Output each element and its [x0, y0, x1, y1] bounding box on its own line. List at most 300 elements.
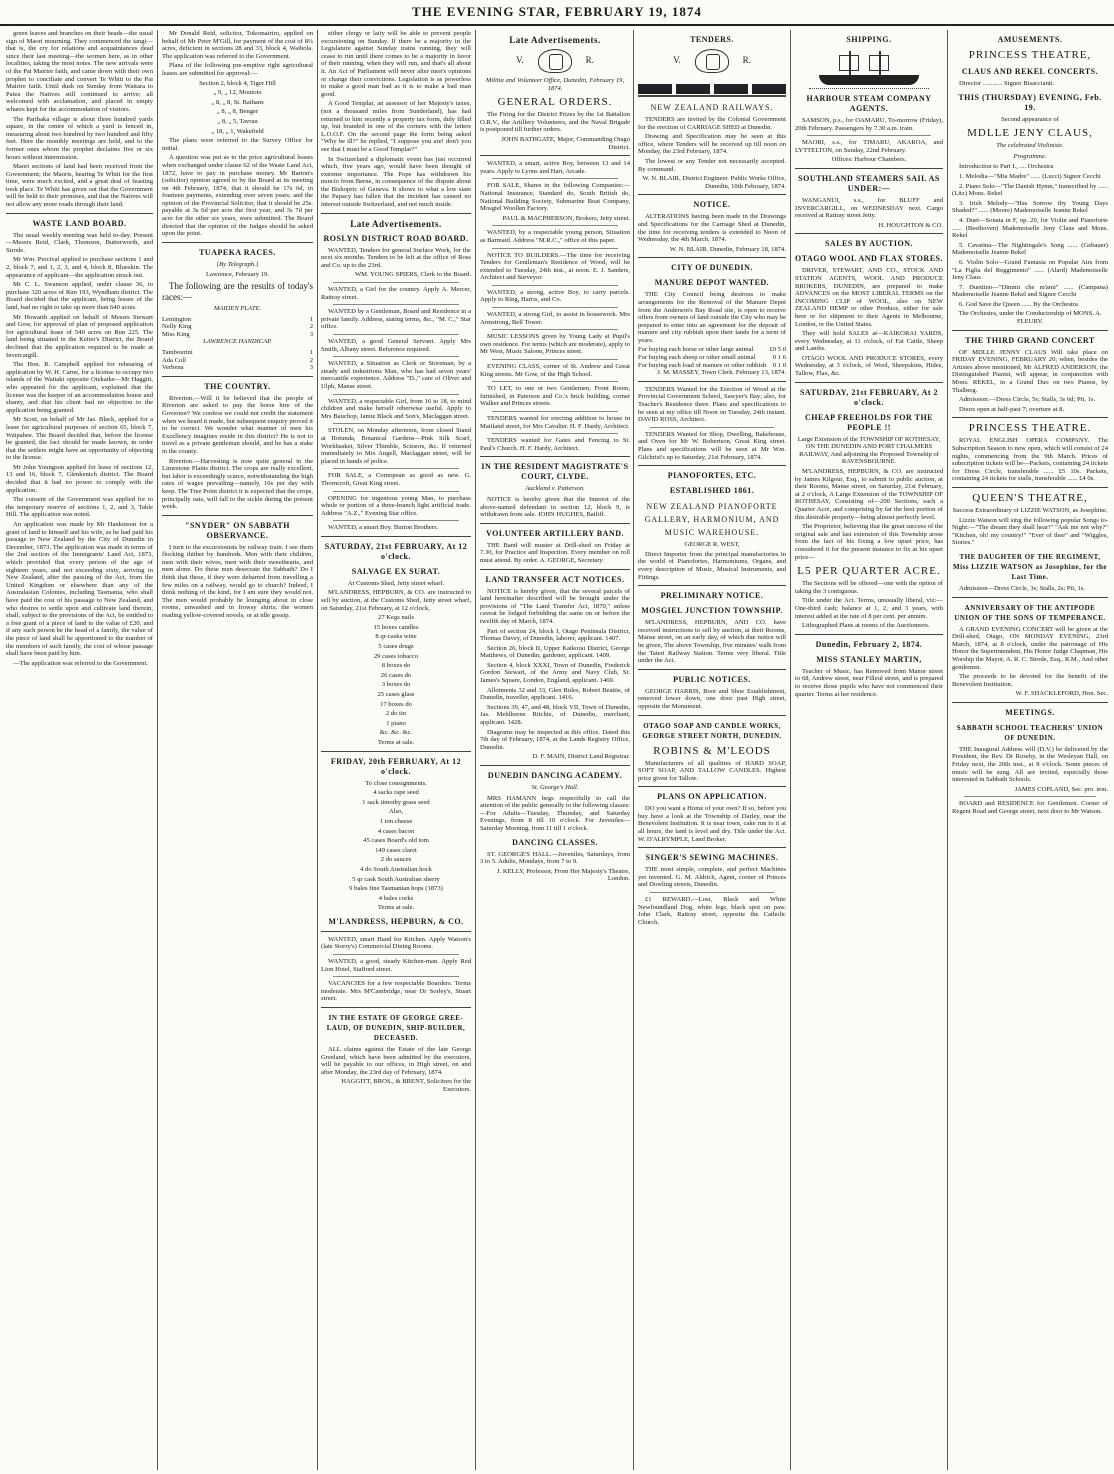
section-heading: IN THE ESTATE OF GEORGE GREE-LAUD, OF DUNEDIN, SHIP-BUILDER, DECEASED. [326, 1014, 466, 1043]
paragraph: To close consignments. [365, 779, 427, 787]
section-heading: IN THE RESIDENT MAGISTRATE'S COURT, CLYDE. [481, 462, 629, 482]
section-heading: SOUTHLAND STEAMERS SAIL AS UNDER:— [798, 173, 940, 193]
divider [650, 427, 774, 428]
horse-name: Miss King [162, 330, 190, 338]
signature: J. M. MASSEY, Town Clerk. February 13, 1874. [657, 369, 786, 377]
table-row [162, 349, 313, 357]
divider [650, 892, 774, 893]
table-row [162, 357, 313, 365]
list-item: 3. Irish Melody—"Has Sorrow thy Young Days Shaded?" ...... (Moore) Mademoiselle Jeanne Rekel [952, 199, 1108, 215]
dateline: Lawrence, February 19. [206, 271, 269, 279]
section-heading: M'LANDRESS, HEPBURN, & CO. [328, 916, 464, 926]
list-item: 29 cases tobacco [373, 652, 419, 660]
paragraph: ST. GEORGE'S HALL.—Juveniles, Saturdays, from 3 to 5. Adults, Mondays, from 7 to 9. [480, 850, 630, 866]
paragraph: MRS HAMANN begs respectfully to call the attention of the public generally to the following classes:—For Adults—Tuesday, Thursday, and Saturday Evenings, from 8 till 10 o'clock. For Juveniles—Saturday Morning, from 11 till 1 o'clock. [480, 794, 630, 832]
paragraph: The Firing for the District Prizes by the 1st Battalion O.R.V., the Artillery Volunteers, and the Naval Brigade is postponed till further orders. [480, 111, 630, 134]
section-heading: CHEAP FREEHOLDS FOR THE PEOPLE !! [804, 412, 934, 432]
advertisement: WANTED, a good General Servant. Apply Mrs Smith, Albany street. Reference required. [321, 338, 471, 353]
table-row [162, 331, 313, 339]
list-item: „ 8, „ 5, Tavrau [217, 117, 258, 125]
section-heading: Dunedin, February 2, 1874. [815, 639, 923, 649]
subheading: [By Telegraph.] [216, 260, 259, 268]
section-heading: MEETINGS. [1005, 707, 1055, 717]
horse-name: Ada Coll [162, 356, 186, 364]
paragraph: The lowest or any Tender not necessarily accepted. By command. [638, 157, 786, 173]
list-item: 17 boxes do [380, 700, 412, 708]
paragraph: They will hold SALES at—KAIKORAI YARDS, every Wednesday, at 11 o'clock, of Fat Cattle, Sheep and Lambs. [795, 330, 943, 353]
paragraph: An application was made by Mr Hankinson for a grant of land to himself and his wife, as he had paid his passage to New Zealand by the City of Dunedin in December, 1873. The application was made in terms of the 2nd section of the Immigrants' Land Act, 1873, which provided that every person of the age of eighteen years, and not exceeding sixty, arriving in New Zealand, after the passing of the Act, from the United Kingdom or elsewhere than any of the Australasian Colonies, including Tasmania, who shall have paid the cost of his passage to New Zealand, and who desires to settle upon and cultivate land therein, shall, subject to the provisions of the Act, be entitled to a free grant of a piece of land to the value of £20; and if any such person be the head of a family, the value of the piece of land shall be apportioned to the number of the members of such family, the cost of whose passage shall have been paid by him. [6, 521, 153, 658]
list-item: „ 8, „ 8, Benger [216, 108, 259, 116]
section-heading: MOSGIEL JUNCTION TOWNSHIP. [641, 606, 783, 616]
railway-train-icon [638, 77, 786, 97]
subheading: The celebrated Violiniste. [996, 142, 1064, 150]
section-heading: CITY OF DUNEDIN. [671, 263, 753, 273]
paragraph: Drawing and Specification may be seen at this office, where Tenders will be received up till noon on Monday, the 23rd February, 1874. [638, 133, 786, 156]
divider [492, 381, 618, 382]
section-heading: THE DAUGHTER OF THE REGIMENT, Miss LIZZIE WATSON as Josephine, for the Last Time. [953, 552, 1107, 581]
paragraph: —The application was referred to the Government. [13, 659, 148, 667]
paragraph: Sections 39, 47, and 48, block VII, Town of Dunedin, Jas. Mehlhorne Ritchie, of Dunedin, merchant, applicant. 1428. [480, 703, 630, 727]
divider [333, 468, 459, 469]
paragraph: M'LANDRESS, HEPBURN, & CO. are instructed to sell by auction, at the Customs Shed, Jetty street wharf, on Saturday, 21st February, at 12 o'clock, [321, 589, 471, 612]
divider [492, 285, 618, 286]
paragraph: ALL claims against the Estate of the late George Greeland, which have been admitted by the executors, will be payable to our offices, in High street, on and after Monday, the 23rd day of February, 1874. [321, 1046, 471, 1076]
signature: JAMES COPLAND, Sec. pro. tem. [1014, 785, 1108, 793]
paragraph: Terms at sale. [377, 904, 415, 912]
placing: 1 [309, 349, 313, 356]
divider [321, 931, 471, 932]
divider [492, 248, 618, 249]
divider [480, 456, 630, 457]
column-4 [480, 30, 630, 1470]
paragraph: The following are the results of today's races:— [162, 281, 313, 303]
divider [492, 225, 618, 226]
placing: 2 [309, 323, 313, 331]
notice-title: ROBINS & M'LEODS [653, 744, 771, 757]
column-7 [952, 30, 1108, 1470]
advertisement: TENDERS wanted for erecting addition to house in Maitland street, for Mrs Cavalier. H. F. Hardy, Architect. [480, 415, 630, 430]
section-heading: LAND TRANSFER ACT NOTICES. [485, 574, 625, 584]
signature: JOHN BATHGATE, Major, Commanding Otago District. [501, 135, 630, 151]
paragraph: Section 4, block XXXI, Town of Dunedin, Frederick Gordon Stewart, of the Army and Navy Club, St. James's Square, London, England, applicant. 1469. [480, 661, 630, 685]
section-heading: Late Advertisements. [350, 218, 442, 229]
advertisement: WANTED, a strong, active Boy, to carry parcels. Apply to Ring, Harris, and Co. [480, 288, 630, 304]
divider [795, 168, 943, 169]
divider [492, 359, 618, 360]
paragraph: Mr Donald Reid, solicitor, Tokomairiro, applied on behalf of Mr Peter M'Gill, for payment of the cost of 8¼ acres, deficient in sections 28 and 33, block 4, Waihola. The application was referred to the Government. [162, 30, 313, 60]
advertisement: BOARD and RESIDENCE for Gentlemen. Corner of Regent Road and George street, next door to Mr Watson. [952, 800, 1108, 816]
divider [952, 417, 1108, 418]
divider [807, 135, 931, 136]
paragraph: OTAGO WOOL AND PRODUCE STORES, every Wednesday, at 3 o'clock, of Wool, Sheepskins, Hides, Tallow, Flax, &c. [795, 354, 943, 378]
advertisement: FOR SALE, a Cornopean as good as new. G. Thorncroft, Great King street. [321, 472, 471, 487]
subheading: St. George's Hall. [531, 784, 579, 791]
paragraph: Manufacturers of all qualities of HARD SOAP, SOFT SOAP, AND TALLOW CANDLES. Highest price given for Tallow. [638, 759, 786, 782]
paragraph: MAORI, s.s., for TIMARU, AKAROA, and LYTTELTON, on Sunday, 22nd February. [795, 139, 943, 154]
paragraph: THE Inaugural Address will (D.V.) be delivered by the President, the Rev. Dr Roseby, in the Wesleyan Hall, on Friday next, the 20th inst., at 8 o'clock. Some pieces of music will be sung. All are invited, especially those interested in Sabbath Schools. [952, 745, 1108, 784]
fee-amount: 0 1 0 [772, 361, 786, 369]
paragraph: Direct Importer from the principal manufactories in the world of Pianofortes, Harmoniums, Organs, and every description of Music, Musical Instruments, and Fittings. [638, 550, 786, 581]
signature: W. N. BLAIR, District Engineer. Public Works Office, Dunedin, 10th February, 1874. [642, 175, 786, 190]
divider [333, 954, 459, 955]
advertisement: MUSIC LESSONS given by Young Lady at Pupil's own residence. For terms (which are moderate), apply to Mr West, Music Saloon, Princes street. [480, 333, 630, 356]
paragraph: Lithographed Plans at rooms of the Auctioneers. [802, 622, 930, 630]
divider [952, 597, 1108, 598]
table-row [162, 323, 313, 331]
paragraph: Success Extraordinary of LIZZIE WATSON, as Josephine. [952, 506, 1108, 514]
advertisement: NOTICE TO BUILDERS.—The time for receiving Tenders for Gentleman's Residence of Wood, will be extended to Tuesday, 24th inst., at noon. E. J. Sanders, Architect and Surveyor. [480, 251, 630, 282]
divider [638, 381, 786, 382]
paragraph: The Parihaka village is about three hundred yards square, in the centre of which a yard is fenced in, measuring about two hundred by two hundred and fifty feet. Here the monthly meetings are held, and to the former ones whom the prophet declaims five or six hours without intermission. [6, 115, 153, 161]
advertisement: VACANCIES for a few respectable Boarders. Terms moderate. Mrs M'Cambridge, near Dr Sorley's, Stuart street. [321, 980, 471, 1003]
divider [638, 465, 786, 466]
divider [333, 394, 459, 395]
section-heading: SATURDAY, 21st FEBRUARY, At 12 o'clock. [324, 541, 468, 561]
paragraph: Maori sections of land had been received from the Government; the Maoris, hearing Te Whiti for the first time, were much excited, and a great deal of feasting took place. Te Whiti has given out that the Government will be held to their promises, and that the Natives will not allow any more roads through their land. [6, 163, 153, 209]
paragraph: A GRAND EVENING CONCERT will be given at the Drill-shed, Otago, ON MONDAY EVENING, 23rd March, 1874, at 8 o'clock, under the patronage of His Honor the Superintendent, His Honor Judge Chapman, His Worship the Mayor, A. R. C. Strode, Esq., R.M., And other gentlemen. [952, 625, 1108, 671]
divider [6, 213, 153, 214]
section-heading: SALES BY AUCTION. [824, 239, 913, 249]
list-item: 3 boxes do [381, 681, 411, 689]
advertisement: STOLEN, on Monday afternoon, from closed Stand at Rotunda, Botanical Gardens—Pink Silk Scarf, Workbasket, Silver Thimble, Scissors, &c. If returned immediately to Mrs Angell, Maclaggan street, will be placed in hands of police. [321, 427, 471, 465]
divider [638, 669, 786, 670]
placing: 1 [309, 315, 313, 323]
list-item: 25 cases glass [377, 691, 415, 698]
divider [492, 329, 618, 330]
section-heading: HARBOUR STEAM COMPANY AGENTS. [806, 94, 932, 113]
list-item: 4 bales corks [378, 894, 414, 902]
paragraph: THE Band will muster at Drill-shed on Friday at 7.30, for Practice and Inspection. Every member on roll must attend. By order. A. GEORGE, Secretary. [480, 541, 630, 564]
list-item: 26 cases do [380, 671, 412, 679]
advertisement: WANTED, a Situation as Clerk or Storeman, by a steady and industrious Man, who has had seven years' mercantile experience. Address "D.," care of Oliver and Ulph, Manse street. [321, 360, 471, 390]
paragraph: Allotments 32 and 33, Glen Rules, Robert Beattie, of Dunedin, traveller, applicant. 1416. [480, 686, 630, 702]
advertisement: WANTED by a Gentleman, Board and Residence in a private family. Address, stating terms, &c., "M. C.," Star office. [321, 308, 471, 331]
column-3 [321, 30, 471, 1470]
advertisement: WANTED, by a respectable young person, Situation as Barmaid. Address "M.R.C.," office of this paper. [480, 229, 630, 244]
paragraph: Mr C. L. Swanson applied, under clause 36, to purchase 320 acres of Run 193, Wyndham district. The Board decided that the applicant, being lessee of the land, had no right to take up more than 640 acres. [6, 281, 153, 311]
list-item: 1 ton cheese [379, 817, 413, 825]
paragraph: OF MDLLE JENNY CLAUS Will take place on FRIDAY EVENING, FEBRUARY 20, when, besides the Artistes above mentioned, Mr ALFRED ANDERSON, the Distinguished Pianist, will appear, in conjunction with Mons. REKEL, in a Grand Duo on two Pianos, by Thalberg. [952, 348, 1108, 394]
signature: WM. YOUNG SPIERS, Clerk to the Board. [354, 271, 471, 279]
subheading: Programme. [1013, 152, 1047, 160]
column-rule [790, 30, 791, 1470]
paragraph: THE City Council being desirous to make arrangements for the Removal of the Manure Depot from the Anderson's Bay Road site, is open to receive offers from owners of land outside the City who may be prepared to enter into an agreement for the deposit of manure and city rubbish upon their lands for a term of years. [638, 291, 786, 344]
paragraph: A question was put as to the price agricultural leases when exchanged under clause 62 of the Waste Land Act, 1872, have to pay in purchase money. Mr Barton's (solicitor) opinion agreed to by the Board at its meeting on 4th February, 1874, that it should be 17s 6d, in fourteen payments, extending over seven years; and the opinion of the Provincial Solicitor, that it should be 25s. payable at 3s 6d per acre the first year, and 3s 7d per acre for the other six years, were submitted. The Board directed that the opinion of the Judges should be asked upon the point. [162, 154, 313, 238]
notice-title: NEW ZEALAND RAILWAYS. [650, 103, 774, 112]
list-item: 1. Melodia—"Mia Madre" ...... (Lucci) Signor Cecchi [959, 172, 1101, 180]
advertisement: WANTED, a Girl for the country. Apply A. Mercer, Rattray street. [321, 286, 471, 301]
list-item: 1 piano [386, 719, 406, 727]
fee-label: For buying each horse or other large animal [638, 346, 754, 354]
advertisement: WANTED, a strong Girl, to assist in housework. Mrs Armstrong, Bell Tower. [480, 311, 630, 326]
paragraph: Diagrams may be inspected at this office. Dated this 7th day of February, 1874, at the Lands Registry Office, Dunedin. [480, 728, 630, 751]
divider [638, 585, 786, 586]
advertisement: FOR SALE, Shares in the following Companies:—National Insurance, Standard do, South British do, National Building Society, Submarine Boat Company, Mosgiel Woollen Factory. [480, 182, 630, 213]
paragraph: DRIVER, STEWART, AND CO., STOCK AND STATION AGENTS, WOOL AND PRODUCE BROKERS, DUNEDIN, are prepared to make ADVANCES on the MOST LIBERAL TERMS on the INCOMING CLIP of WOOL, also on NEW ZEALAND HEMP or other Produce, either for sale here or for shipment to their Agents in Melbourne, London, or the United States. [795, 267, 943, 328]
divider [492, 411, 618, 412]
section-heading: TENDERS. [690, 35, 734, 44]
advertisement: WANTED, a smart Boy. Burton Brothers. [328, 524, 439, 532]
advertisement: WANTED, smart Hand for Kitchen. Apply Watson's (late Storry's) Commercial Dining Rooms. [321, 935, 471, 951]
advertisement: OPENING for ingenious young Man, to purchase whole or portion of a three-branch light artificial trade. Address "A.Z.," Evening Star office. [321, 494, 471, 517]
paragraph: At Customs Shed, Jetty street wharf. [347, 579, 445, 587]
advertisement: TENDERS Wanted for the Erection of Wood at the Provincial Government School, Sawyer's Bay; also, for Teacher's Residence there. Plans and specifications to be seen at my office till Noon on Tuesday, 24th instant. DAVID ROSS, Architect. [638, 385, 786, 424]
placing: 2 [309, 356, 313, 364]
paragraph: The Orchestra, under the Conductorship of MONS. A. FLEURY. [958, 310, 1102, 326]
list-item: 2 do tin [385, 710, 407, 718]
paragraph: Teacher of Music, has Removed from Manor street to 68, Andrew street, near Filleul street, and is prepared to receive those pupils who have not commenced their quarter. Terms at her residence. [795, 667, 943, 698]
signature: J. KELLY, Professor, From Her Majesty's Theatre, London. [497, 867, 630, 883]
table-row [162, 364, 313, 372]
column-6 [795, 30, 943, 1470]
divider [333, 356, 459, 357]
notice-title: PRINCESS THEATRE. [968, 422, 1092, 435]
paragraph: The Sections will be offered—one with the option of taking the 3 contiguous. [795, 580, 943, 595]
list-item: 8 boxes do [381, 662, 411, 670]
divider [333, 520, 459, 521]
paragraph: Director ............ Signor Bisaccianti. [959, 80, 1055, 87]
paragraph: THE most simple, complete, and perfect Machines yet invented. G. M. Aldrich, Agent, corner of Princes and Dowling streets, Dunedin. [638, 866, 786, 889]
crown-crest-icon [695, 49, 729, 73]
divider [480, 569, 630, 570]
advertisement: £1 REWARD.—Lost, Black and White Newfoundland Dog, white legs, black spot on paw. John Clark, Rattray street, opposite the Catholic Church. [638, 896, 786, 926]
notice-title: PRINCESS THEATRE, [968, 49, 1092, 61]
list-item: 27 Kegs nails [378, 614, 414, 622]
paragraph: WANGANUI, s.s., for BLUFF and INVERCARGILL, on WEDNESDAY next. Cargo received at Rattray street Jetty. [795, 196, 943, 220]
list-item: 45 cases Board's old tom [363, 837, 429, 845]
table-row [162, 316, 313, 324]
section-heading: "SNYDER" ON SABBATH OBSERVANCE. [185, 520, 290, 540]
fee-label: For buying each sheep or other small animal [638, 354, 756, 362]
paragraph: In Switzerland a diplomatic event has just occurred which, five years ago, would have been thought of extreme importance. The Pope has withdrawn his nuncio from Berne, in consequence of the dispute about the Bishopric of Geneva. It shows to what a low state the Papacy has fallen that the incident has caused no interest outside Switzerland, and not much inside. [321, 155, 471, 209]
signature: PAUL & MACPHERSON, Brokers, Jetty street. [502, 214, 630, 222]
paragraph: The consent of the Government was applied for to the temporary reserve of sections 1, 2, and 3, Table Hill. The application was noted. [6, 496, 153, 519]
paragraph: Mr Howarth applied on behalf of Messrs Stewart and Gow, for approval of plan of proposed application for agricultural lease of 540 acres on Run 225. The land being situated in the Keiter's District, the Board declined that the application required to be made at Invercargill. [6, 313, 153, 359]
advertisement: WANTED, a smart, active Boy, between 13 and 14 years. Apply to Lyons and Hart, Arcade. [480, 160, 630, 175]
paragraph: Mr Scott, on behalf of Mr Jas. Black, applied for a lease for agricultural purposes of section 65, block 7, Waipahee. The Board decided that, before the license be granted, the fact should be made known, in order that the settlers might have an opportunity of objecting to the license. [6, 416, 153, 462]
list-item: 2. Piano Solo—"The Danish Hymn," transcribed by ...... (Litz) Mons. Rekel [952, 182, 1108, 198]
subheading: Militia and Volunteer Office, Dunedin, February 19, 1874. [485, 77, 625, 92]
column-rule [947, 30, 948, 1470]
section-heading: THE THIRD GRAND CONCERT [965, 335, 1095, 345]
divider [795, 634, 943, 635]
list-item: 4 cases bacon [377, 827, 415, 835]
advertisement: EVENING CLASS, corner of St. Andrew and Great King streets. Mr Gow, of the High School. [480, 363, 630, 378]
section-heading: TUAPEKA RACES. [199, 247, 276, 257]
divider [333, 491, 459, 492]
paragraph: Title under the Act. Terms, unusually liberal, viz:—One-third cash; balance at 1, 2, and 3 years, with interest added at the rate of 8 per cent. per annum. [795, 597, 943, 620]
paragraph: 6. God Save the Queen ...... By the Orchestra [959, 300, 1078, 308]
notice-title: GENERAL ORDERS. [497, 96, 613, 109]
divider [492, 178, 618, 179]
section-heading: THE COUNTRY. [204, 381, 271, 391]
advertisement: WANTED, a respectable Girl, from 16 to 18, to mind children and make herself otherwise useful. Apply to Mrs Bauchop, Jamie Black and Son's, Maclaggan street. [321, 397, 471, 420]
paragraph: green leaves and branches on their heads—the usual sign of Maori mourning. They commenced the tangi—that is, the cry for relations and acquaintances dead since their last meeting—the women here, as in other localities, taking the most notes. The new arrivals were of the Pai Mairire faith, and came down with their own prophet to conciliate and convert Te Whiti to the Pai Mairire faith. Until dusk on Sunday from Waitara to Patea the Natives still continued to arrive; all welcomed with acclamation, and placed in empty whares kept for the accommodation of visitors. [6, 30, 153, 113]
paragraph: ROYAL ENGLISH OPERA COMPANY. The Subscription Season to now open, which will consist of 24 nights, commencing from the 9th March. Prices of subscription tickets will be—Packets, containing 24 tickets for Dress Circle, transferable ...... £5 10s. Packets, containing 24 tickets for stalls, transferable ...... £4 0s. [952, 437, 1108, 483]
section-heading: PUBLIC NOTICES. [673, 674, 751, 684]
crown-crest-icon [538, 49, 572, 73]
list-item: 4. Duet—Sonata in F, op. 20, for Violin and Pianoforte ...... (Beethoven) Mademoiselle Jeny Claus and Mons. Rekel [952, 216, 1108, 240]
subheading: MAIDEN PLATE. [213, 305, 262, 313]
section-heading: MANURE DEPOT WANTED. [654, 278, 770, 288]
crest-letter-v: V. [516, 55, 524, 66]
paragraph: ALTERATIONS having been made in the Drawings and Specifications for the Carriage Shed at Dunedin, the time for receiving tenders is extended to Noon of Wednesday, the 4th March, 1874. [638, 213, 786, 244]
notice-title: NEW ZEALAND PIANOFORTE GALLERY, HARMONIUM, AND MUSIC WAREHOUSE. [644, 502, 780, 538]
signature: Offices: Harbour Chambers. [831, 156, 907, 164]
divider [952, 330, 1108, 331]
divider [638, 257, 786, 258]
table-row [638, 346, 786, 354]
paragraph: DO you want a Home of your own? If so, before you buy have a look at the Township of Darley, near the Benevolent Institution. It is near town, cake run to it at all hours, the land is level and dry. Title under the Act. W. D'ALRYMPLE, Land Broker. [638, 805, 786, 843]
section-heading: PRELIMINARY NOTICE. [660, 591, 764, 601]
divider [795, 233, 943, 234]
list-item: 9 bales fine Tasmanian hops (1873) [349, 885, 443, 893]
paragraph: Lizzie Watson will sing the following popular Songs to-Night:—"The dream they shall hear!" "Ask me not why?" "Kitchen, oh! my country!" "Ever of thee" and "Wiggles, Stories." [952, 516, 1108, 547]
paragraph: The plans were referred to the Survey Office for initial. [162, 137, 313, 152]
column-rule [475, 30, 476, 1470]
list-item: 1 sack timothy grass seed [362, 798, 430, 806]
divider [480, 765, 630, 766]
divider [333, 282, 459, 283]
column-rule [317, 30, 318, 1470]
royal-crest [480, 49, 630, 73]
table-row [638, 354, 786, 362]
divider [333, 423, 459, 424]
horse-name: Verbena [162, 364, 184, 372]
notice-title: L5 PER QUARTER ACRE. [797, 565, 941, 578]
signature: H. HOUGHTON & CO. [878, 221, 943, 229]
list-item: 15 boxes candles [373, 623, 419, 631]
paragraph: Admission—Dress Circle, 3s; Stalls, 2s; Pit, 1s. [959, 584, 1086, 592]
section-heading: AMUSEMENTS. [997, 35, 1063, 44]
paragraph: either clergy or laity will be able to prevent people excursioning on Sunday. If there be a majority in the Legislature against Sunday trains running, they will cease to run until there comes to be a majority in favor of their running, when they will run, and that's all about it. An Act of Parliament will never alter men's opinions or change their convictions. Legislation is as powerless to make a good man bad as it is to make a bad man good. [321, 30, 471, 98]
signature: W. F. SHACKLEFORD, Hon. Sec. [1015, 690, 1108, 698]
signature: W. N. BLAIR. Dunedin, February 18, 1874. [669, 245, 786, 253]
divider [638, 786, 786, 787]
paragraph: Admission:—Dress Circle, 5s; Stalls, 3s 6d; Pit, 1s. [959, 396, 1096, 404]
subheading: Auckland v. Patterson. [525, 485, 585, 493]
paragraph: Mr Wm. Percival applied to purchase sections 1 and 2, block 7, and 1, 2, 3, and 4, block 8, Blueskin. The appearance of applicant—the application struck out. [6, 256, 153, 279]
divider [638, 715, 786, 716]
paragraph: Terms at sale. [377, 738, 415, 746]
paragraph: I turn to the excursionists by railway train. I see them flocking thither by hundreds. Men with their children, men with their wives, men with their sweethearts, and men alone. Do these men desecrate the Sabbath? Do I think that these, if they were debarred from travelling a few miles on a railway, would go to church? Indeed, I think nothing of the kind, for I am sure they would not. The men would probably be lounging about in close rooms, unwashed and in frowsy shirts; the women reading yellow-covered novels, or at idle gossip. [162, 543, 313, 620]
newspaper-title: THE EVENING STAR, FEBRUARY 19, 1874 [412, 4, 702, 19]
paragraph: Doors open at half-past 7; overture at 8. [959, 405, 1065, 413]
list-item: 5. Cavatina—The Nightingale's Song ...... (Gebauer) Mademoiselle Jeanne Rekel [952, 241, 1108, 257]
list-item: „ 8, „ 8, St. Bathans [211, 98, 264, 106]
divider [492, 307, 618, 308]
advertisement: TO LET, to one or two Gentlemen, Front Room, furnished, in Paterson and Co.'s brick building, corner Walker and Princes streets. [480, 385, 630, 408]
column-2 [162, 30, 313, 1470]
divider [480, 155, 630, 156]
divider [795, 382, 943, 383]
section-heading: OTAGO SOAP AND CANDLE WORKS, GEORGE STREET NORTH, DUNEDIN. [642, 721, 782, 740]
list-item: 2 do sauces [380, 856, 412, 864]
divider [162, 515, 313, 516]
fee-amount: £0 5 0 [769, 346, 786, 354]
divider [638, 194, 786, 195]
section-heading: MISS STANLEY MARTIN, [816, 654, 922, 664]
list-item: 5 qr cask South Australian sherry [352, 875, 440, 883]
paragraph: The Hon. R. Campbell applied for rehearing of application by W. H. Carne, for a license to occupy two islands of the Waitaki opposite Otekaike—Mr Haggitt, who appeared for the applicant, explained that the license was the keeper of an accommodation house and shanty, and that his client had no objection to the application being granted. [6, 361, 153, 414]
column-5 [638, 30, 786, 1470]
advertisement: WANTED, Tenders for general Surface Work, for the next six months. Tenders to be left at the office of Ross and Co. up to the 23rd. [321, 246, 471, 269]
column-1 [6, 30, 153, 1470]
list-item: 4 do South Australian hock [360, 865, 432, 873]
divider [492, 433, 618, 434]
section-heading: Late Advertisements. [509, 35, 601, 45]
section-heading: DUNEDIN DANCING ACADEMY. [487, 771, 623, 780]
placing: 3 [309, 364, 313, 372]
crest-letter-r: R. [742, 55, 751, 66]
paragraph: M'LANDRESS, HEPBURN, & CO. are instructed by James Kilgour, Esq., to submit to public auction, at their Rooms, Manse street, on Saturday, 21st February, at 2 o'clock, A Large Extension of the TOWNSHIP OF ROTHESAY, Consisting of—200 Sections, each a Quarter Acre, and comprising by far the best portion of this desirable property—being almost perfectly level. [795, 468, 943, 521]
sailing-ship-icon [809, 49, 929, 89]
divider [480, 523, 630, 524]
paragraph: Riverton.—Harvesting is now quite general in the Limestone Plains district. The crops are really excellent, but labor is exceedingly scarce, notwithstanding the high rates of wages prevailing—namely, 10s per day with keep. The Tree Point district it is expected that the crops, principally oats, will fall to the sickle during the present week. [162, 457, 313, 511]
masthead [0, 0, 1114, 26]
paragraph: TENDERS are invited by the Colonial Government for the erection of CARRIAGE SHED at Dunedin. [638, 116, 786, 131]
divider [321, 751, 471, 752]
section-heading: FRIDAY, 20th FEBRUARY, At 12 o'clock. [330, 756, 462, 776]
list-item: 8 qr-casks wine [375, 633, 417, 641]
column-rule [157, 30, 158, 1470]
section-heading: VOLUNTEER ARTILLERY BAND. [486, 528, 624, 538]
divider [333, 334, 459, 335]
section-heading: SATURDAY, 21st FEBRUARY, At 2 o'clock. [799, 387, 939, 407]
subheading: LAWRENCE HANDICAP. [203, 338, 272, 346]
list-item: „ 18, „ 1, Wakefield [211, 127, 264, 135]
divider [321, 1007, 471, 1008]
divider [321, 536, 471, 537]
divider [952, 487, 1108, 488]
paragraph: Part of section 24, block I, Otago Peninsula District, Thomas Davey, of Dunedin, laborer, applicant. 1407. [480, 627, 630, 643]
notice-title: QUEEN'S THEATRE, [972, 491, 1088, 504]
signature: D. F. MAIN, District Land Registrar. [532, 753, 630, 761]
column-rule [633, 30, 634, 1470]
advertisement: TENDERS Wanted for Shop, Dwelling, Bakehouse, and Oven for Mr W. Robertson, Great King street. Plans and specifications will be seen at Mr Wm. Gilchrist's up to Saturday, 21st February, 1874. [638, 430, 786, 461]
section-heading: ESTABLISHED 1861. [669, 486, 755, 496]
list-item: 149 cases claret [375, 846, 417, 854]
royal-crest [638, 49, 786, 73]
crest-letter-r: R. [585, 55, 594, 66]
section-heading: SHIPPING. [846, 35, 892, 44]
divider [162, 376, 313, 377]
list-item: „ 9, „ 12, Moutoto [213, 89, 262, 97]
signature: GEORGE R. WEST, [684, 541, 740, 549]
paragraph: Mr John Youngson applied for lease of sections 12, 13 and 16, block 7, Glenkenich district. The Board decided that it had no power to comply with the application. [6, 463, 153, 494]
paragraph: NOTICE is hereby given that the Interest of the above-named defendant in section 12, block 9, is withdrawn from sale. JOHN HUGHES, Bailiff. [480, 495, 630, 519]
list-item: 7. Duettino—"Dimmi che m'ami" ...... (Campana) Mademoiselle Jeanne Rekel and Signor Cecchi [952, 283, 1108, 299]
section-heading: SINGER'S SEWING MACHINES. [645, 853, 779, 863]
table-row [638, 362, 786, 370]
paragraph: M'LANDRESS, HEPBURN, AND CO. have received instructions to sell by auction, at their Rooms, Manse street, on an early day, of which due notice will be given, The above Township, five minutes' walk from the Taieri Railway Station. Terms very liberal. Title under the Act. [638, 619, 786, 665]
section-heading: CLAUS AND REKEL CONCERTS. [961, 67, 1099, 76]
list-item: Section 2, block 4, Tiger Hill [199, 79, 276, 87]
list-item: Also, [388, 808, 404, 816]
paragraph: Plans of the following pre-emptive right agricultural leases are submitted for approval:— [162, 62, 313, 77]
divider [162, 242, 313, 243]
horse-name: Tambourini [162, 349, 193, 356]
list-item: 4 sacks rape seed [373, 789, 419, 797]
divider [952, 702, 1108, 703]
section-heading: SALVAGE EX SURAT. [351, 566, 441, 576]
divider [333, 976, 459, 977]
divider [964, 796, 1096, 797]
paragraph: The Proprietor, believing that the great success of the original sale and last extension of this Township arose from the fact of his fixing a low upset price, has considered it for the present instance to fix at his upset price— [795, 523, 943, 561]
paragraph: A Good Templar, an assessor of her Majesty's taxes, (not a thousand miles from Sunderland), has had returned to him recently a property tax form, duly filled up, but branded in one of the corners with the letters L.O.O.F. On the second page the form being asked "Why be ill?" he replied, "I suppose you are! don't you see that I must be a Good Templar?" [321, 100, 471, 153]
section-heading: WASTE LAND BOARD. [32, 218, 127, 228]
divider [333, 304, 459, 305]
